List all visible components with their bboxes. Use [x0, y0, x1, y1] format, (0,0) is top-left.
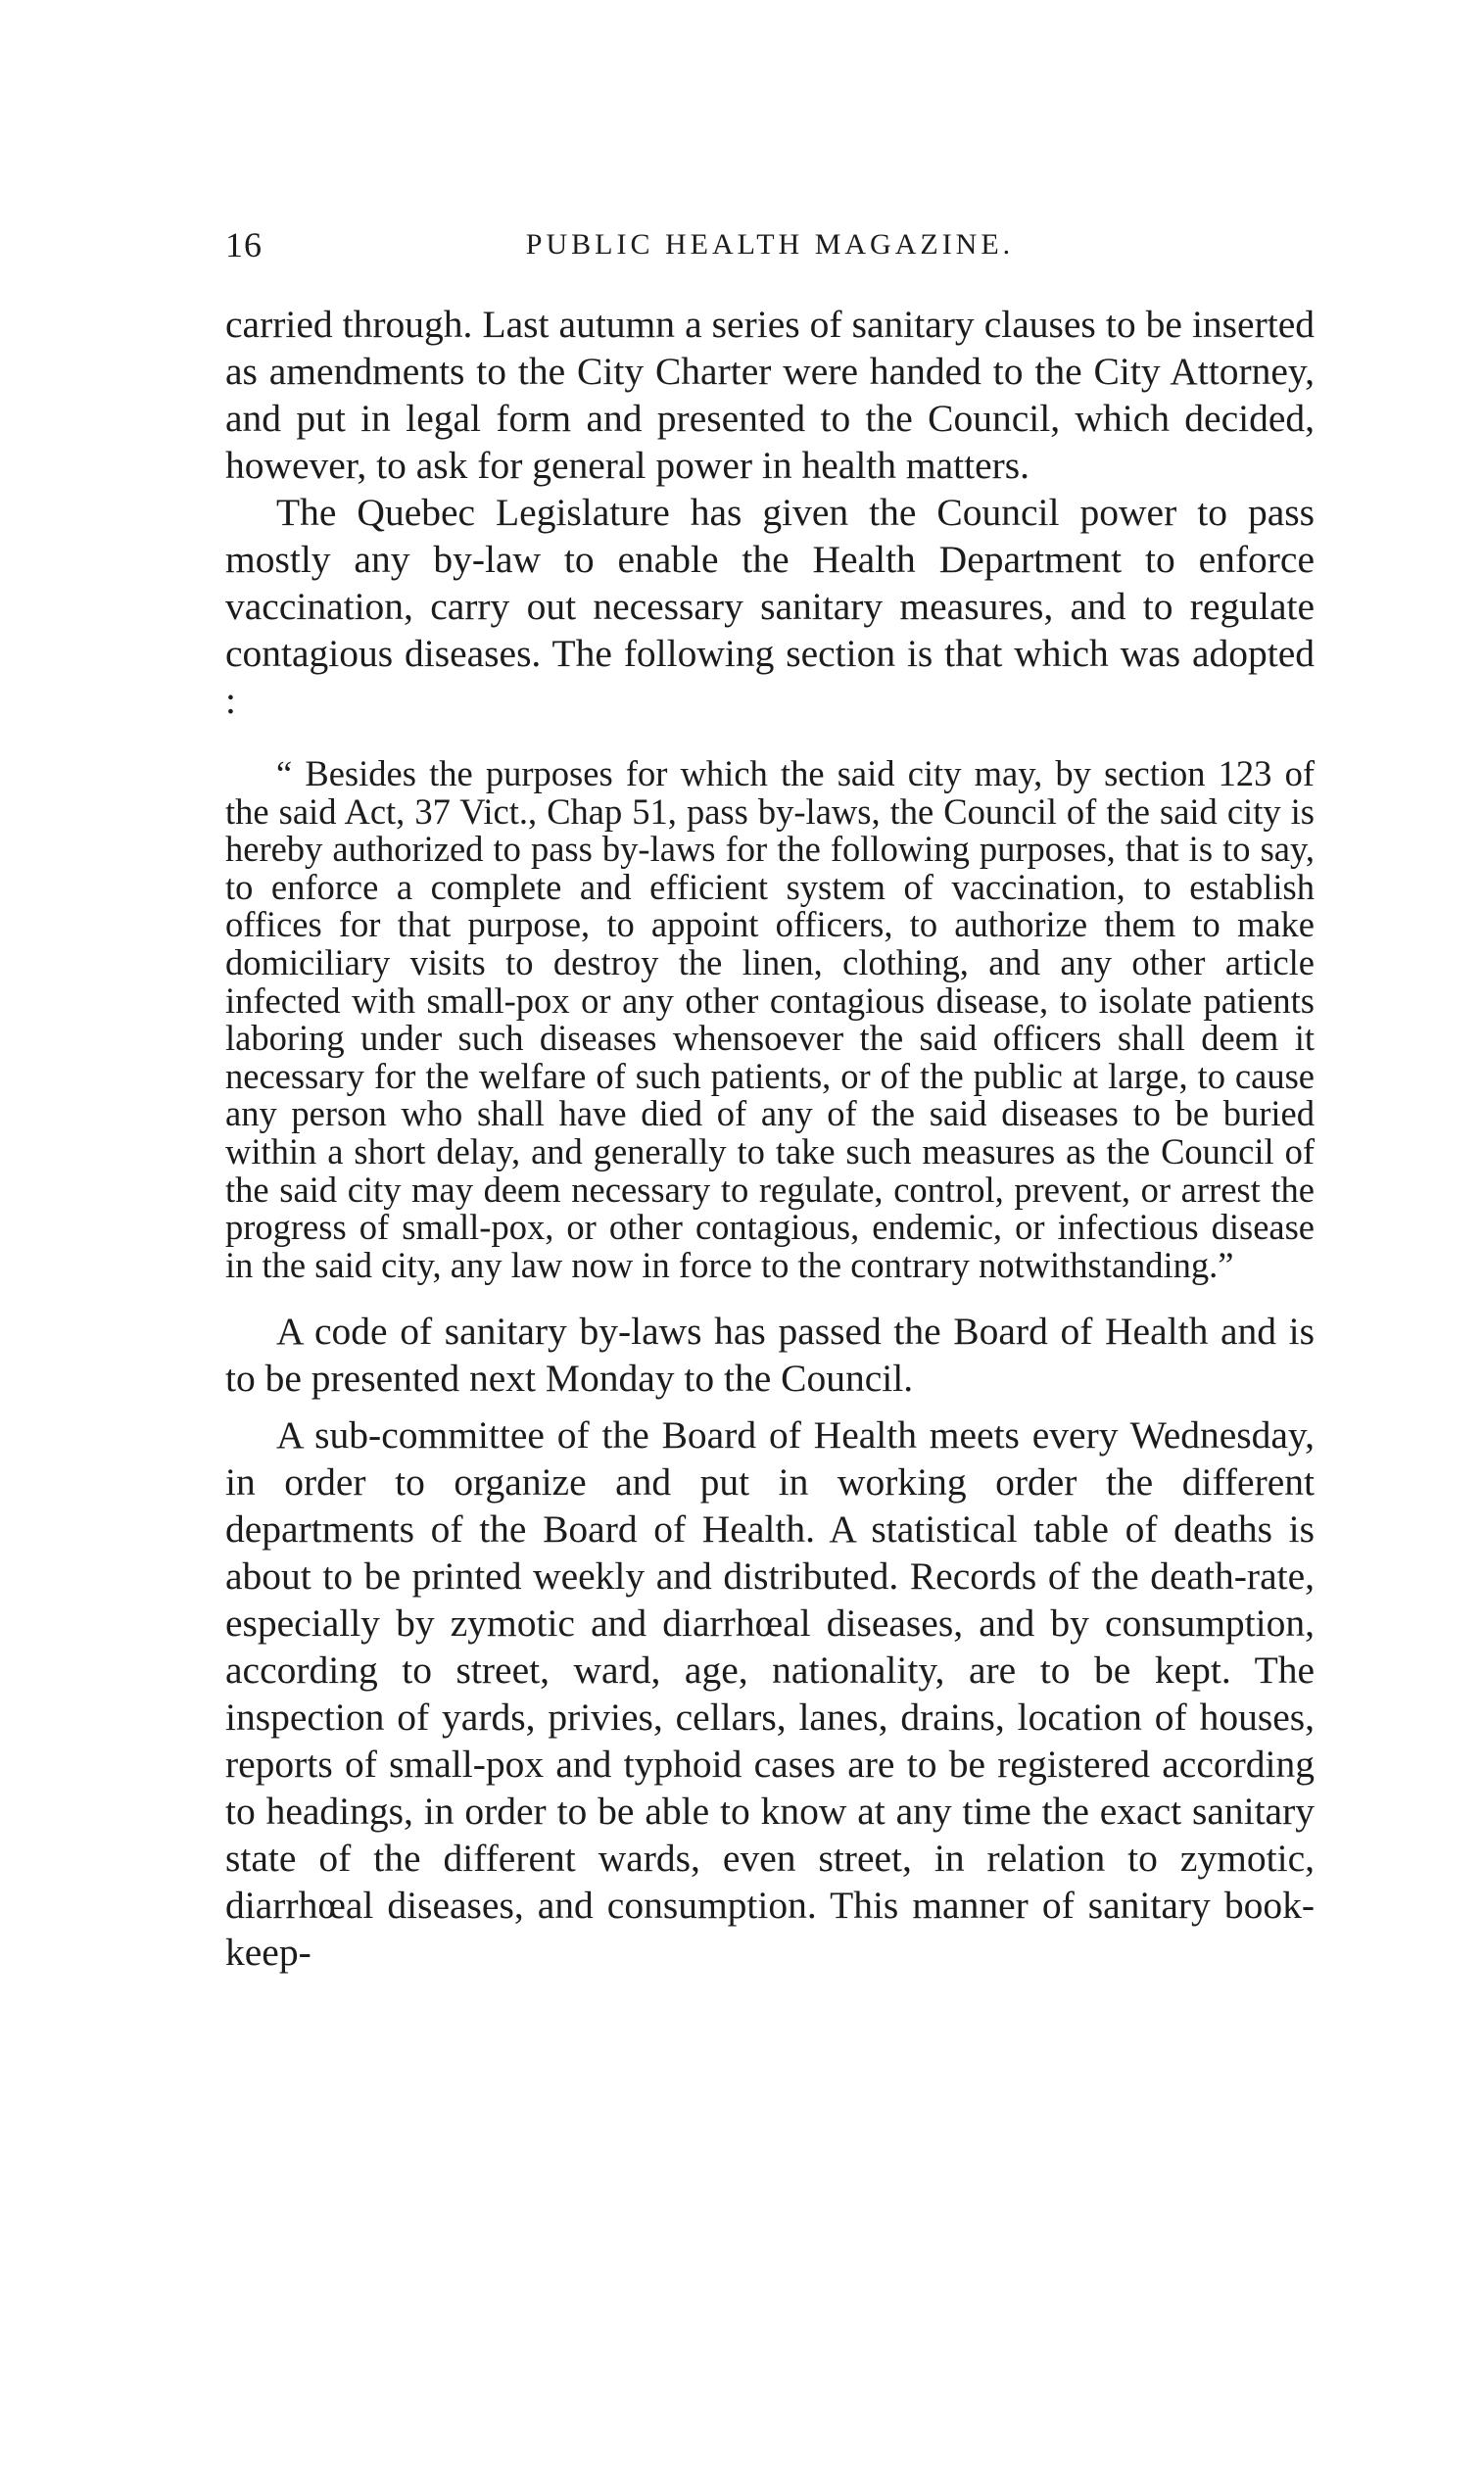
- book-page: [225, 220, 1315, 1976]
- paragraph-continued: carried through. Last autumn a series of sanitary clauses to be inserted as amendments to the City Charter were handed to the City Attorney, and put in legal form and presented to the Council, which decided, however, to ask for general power in health matters.: [225, 303, 1315, 487]
- magazine-title: PUBLIC HEALTH MAGAZINE.: [525, 228, 1015, 261]
- running-head: [225, 220, 1315, 279]
- paragraph-legislature: The Quebec Legislature has given the Council power to pass mostly any by-law to enable the Health Department to enforce vaccination, carry out necessary sanitary measures, and to regulate contagious diseases. The following section is that which was adopted :: [225, 491, 1315, 722]
- quoted-section: “ Besides the purposes for which the said city may, by section 123 of the said Act, 37 Vict., Chap 51, pass by-laws, the Council of the said city is hereby authorized to pass by-laws for the following purposes, that is to say, to enforce a complete and efficient system of vaccination, to establish offices for that purpose, to appoint officers, to authorize them to make domiciliary visits to destroy the linen, clothing, and any other article infected with small-pox or any other contagious disease, to isolate patients laboring under such diseases whensoever the said officers shall deem it necessary for the welfare of such patients, or of the public at large, to cause any person who shall have died of any of the said diseases to be buried within a short delay, and generally to take such measures as the Council of the said city may deem necessary to regulate, control, prevent, or arrest the progress of small-pox, or other contagious, endemic, or infectious disease in the said city, any law now in force to the contrary notwithstanding.”: [225, 753, 1315, 1285]
- paragraph-sub-committee: A sub-committee of the Board of Health meets every Wednesday, in order to organize and put in working order the different departments of the Board of Health. A statistical table of deaths is about to be printed weekly and distributed. Records of the death-rate, especially by zymotic and diarrhœal diseases, and by consumption, according to street, ward, age, nationality, are to be kept. The inspection of yards, privies, cellars, lanes, drains, location of houses, reports of small-pox and typhoid cases are to be registered according to headings, in order to be able to know at any time the exact sanitary state of the different wards, even street, in relation to zymotic, diarrhœal diseases, and consumption. This manner of sanitary book-keep-: [225, 1413, 1315, 1975]
- page-number: 16: [225, 225, 263, 264]
- paragraph-sanitary-bylaws: A code of sanitary by-laws has passed the Board of Health and is to be presented next Monday to the Council.: [225, 1310, 1315, 1401]
